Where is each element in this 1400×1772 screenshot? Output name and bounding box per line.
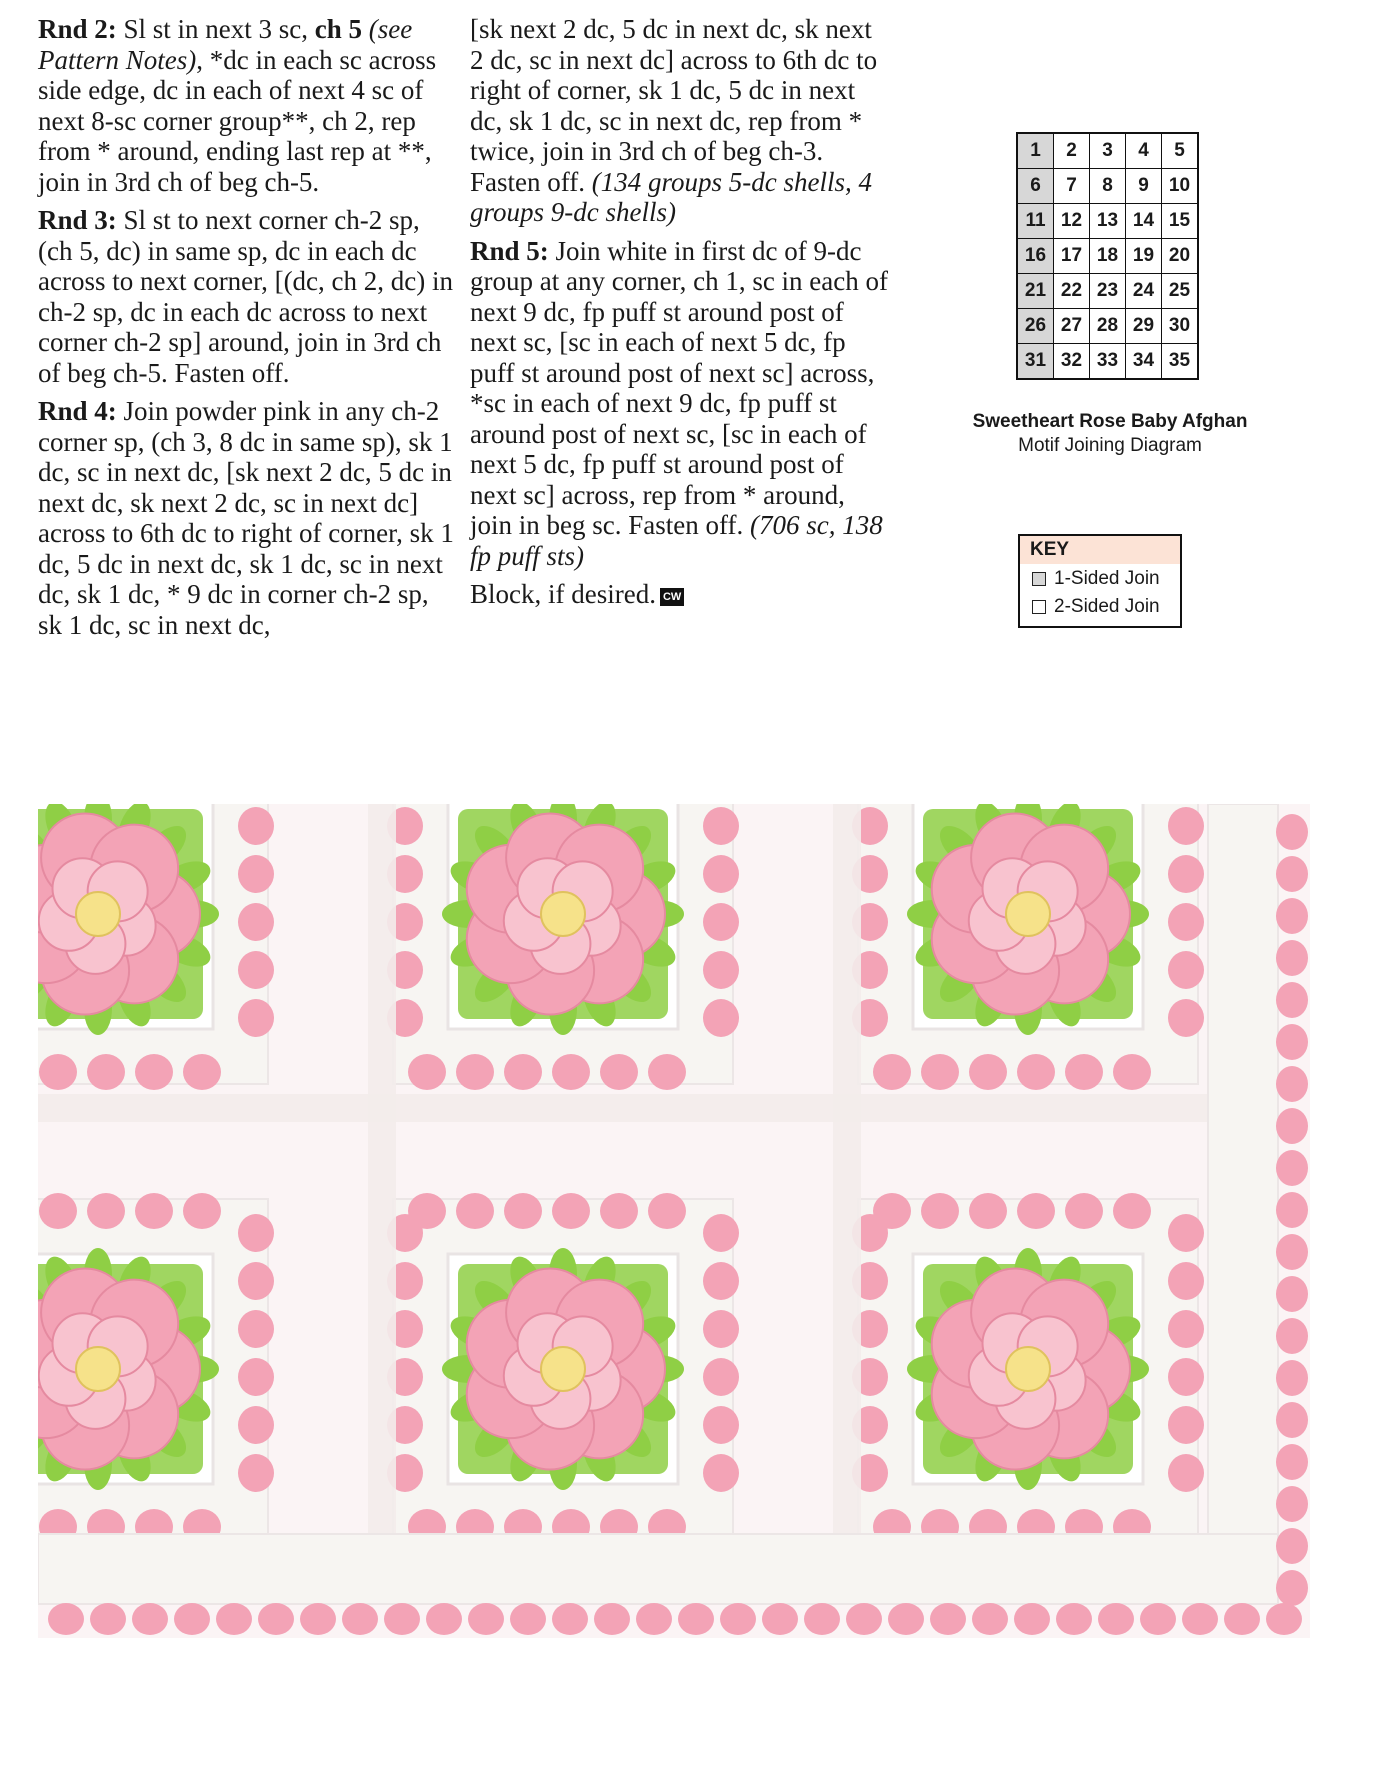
round-label: Rnd 3: [38,205,117,235]
scallop [1182,1603,1218,1635]
scallop [678,1603,714,1635]
scallop [1276,856,1308,892]
pink-shell [1065,1054,1103,1090]
grid-cell: 6 [1017,169,1054,204]
grid-cell: 13 [1090,204,1126,239]
scallop [888,1603,924,1635]
pink-shell [600,1193,638,1229]
pink-shell [1017,1054,1055,1090]
pink-shell [552,1054,590,1090]
pink-shell [969,1193,1007,1229]
grid-cell: 2 [1054,133,1090,169]
scallop [594,1603,630,1635]
instruction-paragraph [470,236,890,572]
grid-cell: 25 [1162,274,1199,309]
scallop [1276,1318,1308,1354]
scallop [636,1603,672,1635]
pink-shell [238,1214,274,1252]
scallop [1276,1402,1308,1438]
pink-shell [39,1054,77,1090]
pink-shell [238,1454,274,1492]
pink-shell [39,1193,77,1229]
one-sided-swatch-icon [1032,572,1046,586]
scallop [804,1603,840,1635]
pink-shell [238,999,274,1037]
pink-shell [969,1054,1007,1090]
key-item-label: 2-Sided Join [1054,596,1160,617]
scallop [972,1603,1008,1635]
pink-shell [183,1193,221,1229]
diagram-subtitle: Motif Joining Diagram [1018,435,1202,456]
pink-shell [600,1054,638,1090]
scallop [1276,1570,1308,1606]
instructions-middle-column [470,14,890,618]
instruction-text [362,14,369,44]
pink-shell [456,1193,494,1229]
grid-cell: 27 [1054,309,1090,344]
pink-shell [238,903,274,941]
grid-cell: 7 [1054,169,1090,204]
pink-shell [873,1193,911,1229]
flower-center [541,1347,585,1391]
pink-shell [1168,1358,1204,1396]
two-sided-swatch-icon [1032,600,1046,614]
flower-center [1006,892,1050,936]
grid-cell: 30 [1162,309,1199,344]
pink-shell [1113,1054,1151,1090]
pink-shell [1168,1262,1204,1300]
join-strip [38,1094,1278,1122]
pink-shell [238,1406,274,1444]
grid-cell: 33 [1090,344,1126,380]
pink-shell [1017,1193,1055,1229]
scallop [510,1603,546,1635]
scallop [1056,1603,1092,1635]
instruction-text: Sl st to next corner ch-2 sp, (ch 5, dc) in same sp, dc in each dc across to next corner, [(dc, ch 2, dc) in ch-2 sp, dc in each dc across to next corner ch-2 sp] around, join in 3rd ch of beg ch-5. Fasten off. [38,205,454,388]
instruction-text: , *dc in each sc across side edge, dc in each of next 4 sc of next 8-sc corner group**, ch 2, rep from * around, ending last rep at **, join in 3rd ch of beg ch-5. [38,44,437,197]
motif-joining-diagram [1016,132,1202,380]
scallop [216,1603,252,1635]
grid-cell: 23 [1090,274,1126,309]
scallop [1224,1603,1260,1635]
pink-shell [1168,903,1204,941]
grid-cell: 35 [1162,344,1199,380]
pink-shell [648,1193,686,1229]
instruction-text: Join white in first dc of 9-dc group at any corner, ch 1, sc in each of next 9 dc, fp puff st around post of next sc, [sc in each of next 5 dc, fp puff st around post of next sc] across, *sc in each of next 9 dc, fp puff st around post of next sc, [sc in each of next 5 dc, fp puff st around post of next sc] across, rep from * around, join in beg sc. Fasten off. [470,235,888,540]
scallop [1276,1066,1308,1102]
border-bottom [38,1534,1278,1604]
grid-cell: 12 [1054,204,1090,239]
pink-shell [703,807,739,845]
pink-shell [1168,855,1204,893]
scallop [300,1603,336,1635]
instruction-text: Sl st in next 3 sc, [116,14,315,44]
scallop [1276,1108,1308,1144]
scallop [342,1603,378,1635]
pink-shell [135,1193,173,1229]
grid-cell: 10 [1162,169,1199,204]
scallop [1276,814,1308,850]
scallop [930,1603,966,1635]
grid-cell: 32 [1054,344,1090,380]
pink-shell [703,1214,739,1252]
flower-center [76,892,120,936]
pink-shell [703,855,739,893]
scallop [384,1603,420,1635]
pink-shell [552,1193,590,1229]
instruction-text: [sk next 2 dc, 5 dc in next dc, sk next 2 dc, sc in next dc] across to 6th dc to right of corner, sk 1 dc, 5 dc in next dc, sk 1 dc, sc in next dc, rep from * twice, join in 3rd ch of beg ch-3. Fasten off. [470,14,878,197]
pink-shell [504,1054,542,1090]
pink-shell [1168,999,1204,1037]
instruction-text: Join powder pink in any ch-2 corner sp, (ch 3, 8 dc in same sp), sk 1 dc, sc in next dc, [sk next 2 dc, 5 dc in next dc, sk next 2 dc, sc in next dc] across to 6th dc to right of corner, sk 1 dc, 5 dc in next dc, sk 1 dc, sc in next dc, sk 1 dc, * 9 dc in corner ch-2 sp, sk 1 dc, sc in next dc, [38,396,454,640]
instruction-paragraph [470,14,890,228]
scallop [1276,1150,1308,1186]
pink-shell [1168,1406,1204,1444]
edge-mask [1310,804,1350,1664]
grid-cell: 24 [1126,274,1162,309]
pink-shell [1168,1454,1204,1492]
scallop [1276,1444,1308,1480]
grid-cell: 3 [1090,133,1126,169]
grid-cell: 31 [1017,344,1054,380]
grid-cell: 11 [1017,204,1054,239]
pink-shell [135,1054,173,1090]
pink-shell [703,1262,739,1300]
scallop [846,1603,882,1635]
border-right [1208,804,1278,1604]
key-title: KEY [1020,536,1180,564]
edge-mask [38,1638,1350,1664]
grid-cell: 29 [1126,309,1162,344]
pink-shell [648,1054,686,1090]
scallop [90,1603,126,1635]
scallop [1276,1234,1308,1270]
scallop [1276,982,1308,1018]
scallop [1276,1528,1308,1564]
pink-shell [238,807,274,845]
scallop [1276,1360,1308,1396]
grid-cell: 16 [1017,239,1054,274]
pink-shell [504,1193,542,1229]
pink-shell [703,903,739,941]
diagram-title: Sweetheart Rose Baby Afghan [972,411,1248,432]
grid-cell: 18 [1090,239,1126,274]
pink-shell [408,1054,446,1090]
scallop [468,1603,504,1635]
end-mark-icon: CW [660,588,684,606]
pink-shell [238,1262,274,1300]
grid-cell: 1 [1017,133,1054,169]
scallop [174,1603,210,1635]
instruction-paragraph [470,579,890,610]
scallop [1276,940,1308,976]
scallop [48,1603,84,1635]
pink-shell [183,1054,221,1090]
joining-grid [1016,132,1199,380]
scallop [762,1603,798,1635]
join-strip [368,804,396,1584]
join-strip [833,804,861,1584]
scallop [1266,1603,1302,1635]
afghan-photo [38,804,1350,1664]
pink-shell [921,1193,959,1229]
scallop [1276,1192,1308,1228]
instructions-left-column [38,14,458,648]
scallop [1276,1024,1308,1060]
pink-shell [703,1454,739,1492]
pink-shell [238,1358,274,1396]
grid-cell: 19 [1126,239,1162,274]
instruction-text: (see Pattern Notes) [38,14,413,75]
flower-center [1006,1347,1050,1391]
scallop [1098,1603,1134,1635]
flower-center [76,1347,120,1391]
grid-cell: 17 [1054,239,1090,274]
scallop [1014,1603,1050,1635]
pink-shell [408,1193,446,1229]
scallop [1276,1276,1308,1312]
pink-shell [87,1054,125,1090]
scallop [552,1603,588,1635]
pink-shell [238,951,274,989]
instruction-paragraph [38,205,458,388]
grid-cell: 34 [1126,344,1162,380]
key-item-two-sided [1020,592,1180,620]
scallop [258,1603,294,1635]
round-label: Rnd 4: [38,396,117,426]
grid-cell: 21 [1017,274,1054,309]
key-item-one-sided [1020,564,1180,592]
grid-cell: 5 [1162,133,1199,169]
crochet-afghan-illustration [38,804,1350,1664]
pink-shell [1113,1193,1151,1229]
pink-shell [873,1054,911,1090]
grid-cell: 8 [1090,169,1126,204]
grid-cell: 9 [1126,169,1162,204]
pink-shell [1168,807,1204,845]
round-label: Rnd 5: [470,235,549,266]
pink-shell [456,1054,494,1090]
pink-shell [921,1054,959,1090]
pink-shell [1168,951,1204,989]
grid-cell: 20 [1162,239,1199,274]
instruction-paragraph [38,396,458,640]
scallop [132,1603,168,1635]
pink-shell [1065,1193,1103,1229]
diagram-key [1018,534,1182,628]
pink-shell [703,1358,739,1396]
round-label: ch 5 [314,14,363,44]
diagram-caption [940,410,1280,458]
pink-shell [703,999,739,1037]
key-item-label: 1-Sided Join [1054,568,1160,589]
instruction-text: Block, if desired. [470,579,656,609]
pink-shell [703,1406,739,1444]
instruction-paragraph [38,14,458,197]
grid-cell: 22 [1054,274,1090,309]
grid-cell: 14 [1126,204,1162,239]
grid-cell: 15 [1162,204,1199,239]
round-label: Rnd 2: [38,14,117,44]
pink-shell [87,1193,125,1229]
pink-shell [703,1310,739,1348]
grid-cell: 26 [1017,309,1054,344]
pink-shell [1168,1214,1204,1252]
instruction-text: (706 sc, 138 fp puff sts) [470,510,883,571]
scallop [720,1603,756,1635]
scallop [1140,1603,1176,1635]
pink-shell [1168,1310,1204,1348]
scallop [1276,898,1308,934]
pink-shell [238,855,274,893]
grid-cell: 28 [1090,309,1126,344]
pink-shell [703,951,739,989]
flower-center [541,892,585,936]
scallop [426,1603,462,1635]
grid-cell: 4 [1126,133,1162,169]
scallop [1276,1486,1308,1522]
instruction-text: (134 groups 5-dc shells, 4 groups 9-dc shells) [470,166,872,227]
pink-shell [238,1310,274,1348]
